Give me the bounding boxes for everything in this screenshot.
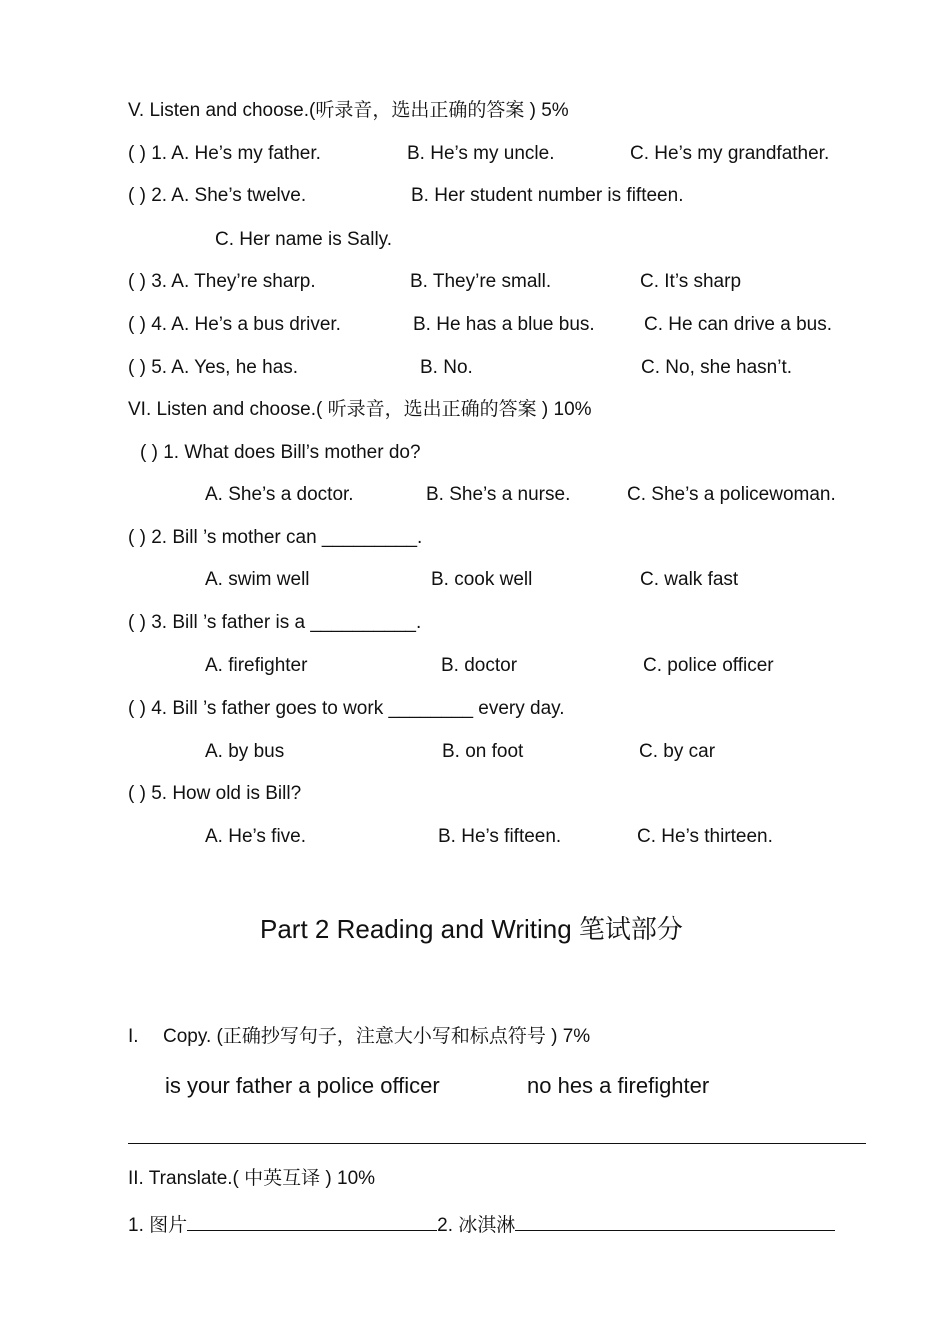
vi-q3-option-c: C. police officer <box>643 655 774 676</box>
vi-q2-option-b: B. cook well <box>431 569 533 590</box>
translate-item-1 <box>128 1212 835 1235</box>
v-q3-option-c: C. It’s sharp <box>640 271 742 292</box>
vi-q4-stem: ( ) 4. Bill ’s father goes to work ________ every day. <box>128 698 565 719</box>
v-q1-option-c: C. He’s my grandfather. <box>630 143 830 164</box>
vi-q5-option-b: B. He’s fifteen. <box>438 826 562 847</box>
vi-q1-stem: ( ) 1. What does Bill’s mother do? <box>140 442 421 463</box>
v-q1-option-a: ( ) 1. A. He’s my father. <box>128 143 321 164</box>
vi-q5-option-c: C. He’s thirteen. <box>637 826 773 847</box>
vi-q4-option-a: A. by bus <box>205 741 285 762</box>
translate-item-1-label: 1. 图片 <box>128 1215 188 1236</box>
copy-heading: Copy. (正确抄写句子，注意大小写和标点符号 ) 7% <box>163 1026 591 1047</box>
vi-q1-option-b: B. She’s a nurse. <box>426 484 571 505</box>
translate-item-2-blank[interactable] <box>515 1212 835 1231</box>
v-q5-option-b: B. No. <box>420 357 473 378</box>
v-q3-option-a: ( ) 3. A. They’re sharp. <box>128 271 316 292</box>
vi-q3-stem: ( ) 3. Bill ’s father is a __________. <box>128 612 422 633</box>
vi-q5-option-a: A. He’s five. <box>205 826 307 847</box>
translate-item-2-label: 2. 冰淇淋 <box>437 1215 516 1236</box>
section-vi-heading: VI. Listen and choose.( 听录音，选出正确的答案 ) 10% <box>128 399 592 420</box>
v-q4-option-c: C. He can drive a bus. <box>644 314 832 335</box>
vi-q4-option-c: C. by car <box>639 741 716 762</box>
section-v-heading: V. Listen and choose.(听录音，选出正确的答案 ) 5% <box>128 100 569 121</box>
v-q1-option-b: B. He’s my uncle. <box>407 143 555 164</box>
vi-q4-option-b: B. on foot <box>442 741 524 762</box>
copy-sentence-2: no hes a firefighter <box>527 1073 710 1098</box>
translate-heading: II. Translate.( 中英互译 ) 10% <box>128 1168 376 1189</box>
v-q2-option-c: C. Her name is Sally. <box>215 229 393 250</box>
v-q5-option-a: ( ) 5. A. Yes, he has. <box>128 357 299 378</box>
v-q4-option-a: ( ) 4. A. He’s a bus driver. <box>128 314 341 335</box>
translate-item-1-blank[interactable] <box>187 1212 437 1231</box>
vi-q5-stem: ( ) 5. How old is Bill? <box>128 783 302 804</box>
vi-q2-stem: ( ) 2. Bill ’s mother can _________. <box>128 527 423 548</box>
vi-q2-option-a: A. swim well <box>205 569 310 590</box>
copy-answer-line[interactable] <box>128 1143 866 1144</box>
part2-title: Part 2 Reading and Writing 笔试部分 <box>260 914 683 944</box>
v-q5-option-c: C. No, she hasn’t. <box>641 357 793 378</box>
v-q2-option-b: B. Her student number is fifteen. <box>411 185 684 206</box>
copy-sentence-1: is your father a police officer <box>165 1073 440 1098</box>
v-q2-option-a: ( ) 2. A. She’s twelve. <box>128 185 307 206</box>
v-q3-option-b: B. They’re small. <box>410 271 552 292</box>
copy-number: I. <box>128 1026 139 1047</box>
v-q4-option-b: B. He has a blue bus. <box>413 314 595 335</box>
vi-q3-option-a: A. firefighter <box>205 655 308 676</box>
vi-q3-option-b: B. doctor <box>441 655 518 676</box>
vi-q2-option-c: C. walk fast <box>640 569 739 590</box>
vi-q1-option-c: C. She’s a policewoman. <box>627 484 836 505</box>
vi-q1-option-a: A. She’s a doctor. <box>205 484 354 505</box>
